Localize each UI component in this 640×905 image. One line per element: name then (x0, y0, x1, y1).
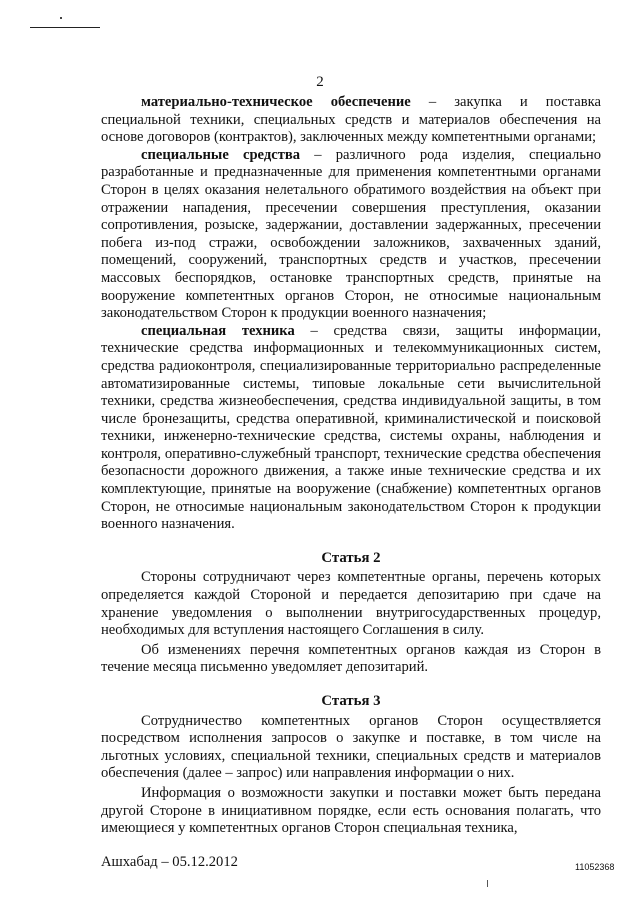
defined-term: материально-техническое обеспечение (141, 94, 411, 110)
defined-term: специальные средства (141, 146, 301, 163)
article-2-paragraph: Стороны сотрудничают через компетентные органы, перечень которых определяется каждой Стороной и передается депозитарию при сдаче на хранение уведомления о выполнении внутригосударственных процедур, необходимых для вступления настоящего Соглашения в силу. (101, 569, 601, 639)
document-body (101, 94, 601, 838)
definition-text: – закупка и поставка специальной техники, специальных средств и материалов обеспечения на основе договоров (контрактов), заключенных между компетентными органами; (101, 94, 602, 146)
article-3-title: Статья 3 (321, 693, 381, 709)
scan-speck (60, 17, 62, 19)
article-2-paragraph: Об изменениях перечня компетентных органов каждая из Сторон в течение месяца письменно уведомляет депозитарий. (101, 641, 601, 676)
definition-text: – различного рода изделия, специально разработанные и предназначенные для применения компетентными органами Сторон в целях оказания нелетального обратимого воздействия на объект при отражении нападения, пресечении совершения преступления, оказании сопротивления, розыске, задержании, доставлении задержанных, пресечении побега из-под стражи, освобождении заложников, захваченных зданий, помещений, сооружений, транспортных средств и участков, пресечении массовых беспорядков, остановке транспортных средств, принятые на вооружение компетентных органов Сторон, не относимые национальным законодательством Сторон к продукции военного назначения; (101, 146, 601, 322)
article-2-title: Статья 2 (321, 549, 381, 566)
definition-paragraph (101, 94, 601, 147)
definition-paragraph (101, 147, 601, 323)
article-3-paragraph: Информация о возможности закупки и поставки может быть передана другой Стороне в инициативном порядке, если есть основания полагать, что имеющиеся у компетентных органов Сторон специальная техника, (101, 784, 601, 837)
article-3-paragraph: Сотрудничество компетентных органов Сторон осуществляется посредством исполнения запросов о закупке и поставке, в том числе на льготных условиях, специальной техники, специальных средств и материалов обеспечения (далее – запрос) или направления информации о них. (101, 712, 601, 782)
definition-text: – средства связи, защиты информации, технические средства информационных и телекоммуникационных систем, средства радиоконтроля, специализированные территориально распределенные автоматизированные системы, типовые локальные сети вычислительной техники, средства жизнеобеспечения, средства индивидуальной защиты, в том числе бронезащиты, средства оперативной, криминалистической и поисковой техники, инженерно-технические средства, системы охраны, наблюдения и контроля, оперативно-служебный транспорт, технические средства обеспечения безопасности дорожного движения, а также иные технические средства и их комплектующие, принятые на вооружение (снабжение) компетентных органов Сторон, не относимые национальным законодательством Сторон к продукции военного назначения. (101, 322, 601, 533)
defined-term: специальная техника (141, 322, 295, 339)
footer-document-code: 11052368 (575, 862, 615, 872)
scan-speck (487, 880, 488, 887)
page-number: 2 (316, 74, 324, 90)
definition-paragraph (101, 323, 601, 534)
scan-line-mark (30, 27, 100, 28)
footer-place-date: Ашхабад – 05.12.2012 (101, 854, 238, 870)
